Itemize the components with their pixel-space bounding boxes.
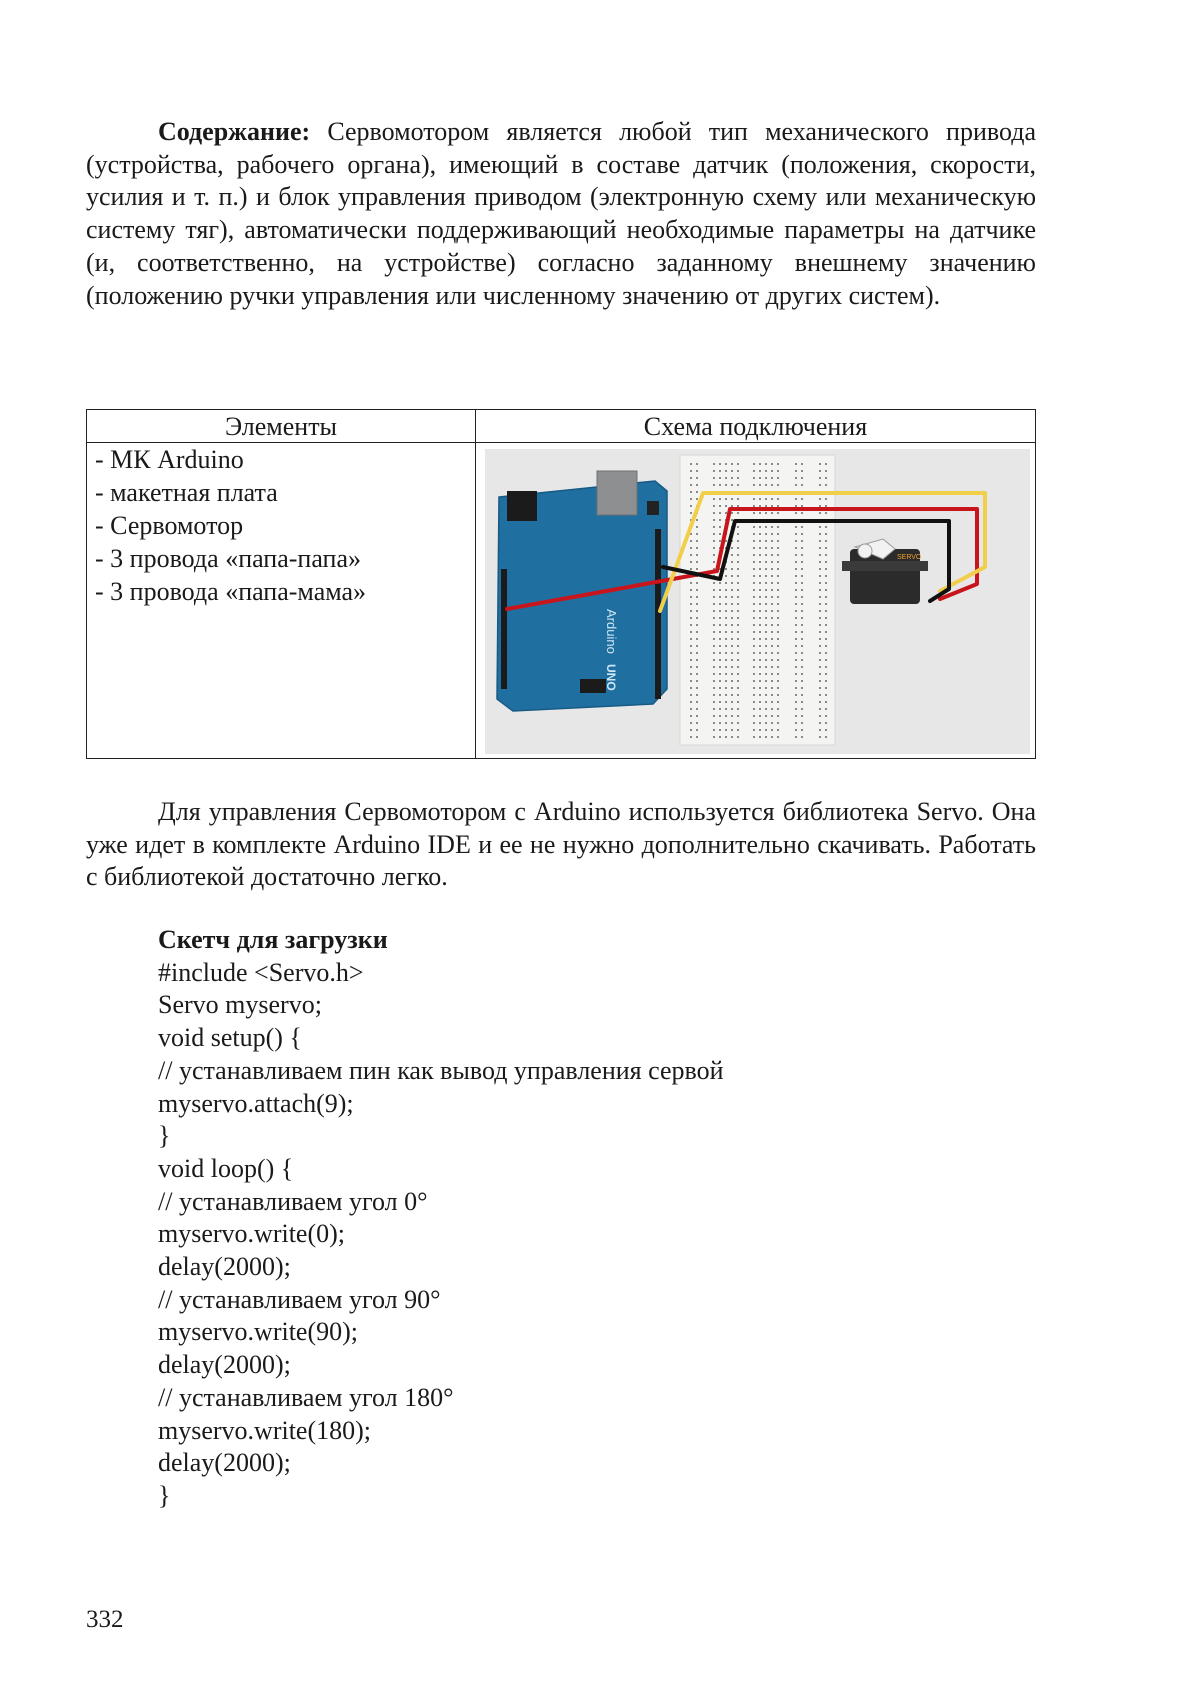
code-line: myservo.write(0); bbox=[158, 1219, 346, 1249]
servo-library-text: Для управления Сервомотором с Arduino используется библиотека Servo. Она уже идет в комплекте Arduino IDE и ее не нужно дополнительно скачивать. Работать с библиотекой достаточно легко. bbox=[86, 797, 1036, 892]
breadboard bbox=[680, 455, 835, 745]
servo-library-paragraph bbox=[86, 796, 1036, 894]
code-line: // устанавливаем угол 0° bbox=[158, 1186, 428, 1216]
icsp-header bbox=[580, 679, 606, 693]
header-pins-left bbox=[501, 569, 507, 689]
code-line: // устанавливаем угол 180° bbox=[158, 1382, 454, 1412]
list-item: - МК Arduino bbox=[95, 445, 244, 474]
code-line: } bbox=[158, 1121, 171, 1151]
intro-paragraph bbox=[86, 116, 1036, 312]
code-line: void loop() { bbox=[158, 1153, 294, 1183]
intro-text: Сервомотором является любой тип механического привода (устройства, рабочего органа), имеющий в составе датчик (положения, скорости, усилия и т. п.) и блок управления приводом (электронную схему или механическую систему тяг), автоматически поддерживающий необходимые параметры на датчике (и, соответственно, на устройстве) согласно заданному внешнему значению (положению ручки управления или численному значению от других систем). bbox=[86, 117, 1036, 310]
code-line: myservo.attach(9); bbox=[158, 1088, 354, 1118]
list-item: - 3 провода «папа-мама» bbox=[95, 577, 367, 606]
table-header-schema: Схема подключения bbox=[643, 412, 868, 441]
code-line: myservo.write(180); bbox=[158, 1415, 372, 1445]
code-line: Servo myservo; bbox=[158, 990, 322, 1020]
code-line: myservo.write(90); bbox=[158, 1317, 359, 1347]
usb-port bbox=[597, 471, 637, 515]
board-model-text: UNO bbox=[604, 664, 618, 691]
code-line: delay(2000); bbox=[158, 1350, 291, 1380]
components-table bbox=[86, 409, 1036, 759]
code-line: } bbox=[158, 1480, 171, 1510]
wiring-diagram bbox=[485, 449, 1030, 754]
board-brand-text: Arduino bbox=[604, 609, 619, 654]
code-line: void setup() { bbox=[158, 1023, 302, 1053]
reset-button bbox=[647, 501, 659, 515]
code-line: delay(2000); bbox=[158, 1252, 291, 1282]
sketch-code-block bbox=[158, 924, 724, 1513]
servo-label: SERVO bbox=[897, 554, 922, 561]
list-item: - Сервомотор bbox=[95, 511, 244, 540]
code-line: // устанавливаем угол 90° bbox=[158, 1284, 441, 1314]
list-item: - макетная плата bbox=[95, 478, 278, 507]
header-pins-right bbox=[655, 529, 661, 699]
power-jack bbox=[507, 491, 537, 521]
table-column-divider bbox=[475, 410, 476, 758]
page-number: 332 bbox=[86, 1606, 124, 1633]
code-line: delay(2000); bbox=[158, 1448, 291, 1478]
intro-label: Содержание: bbox=[158, 117, 311, 146]
code-line: // устанавливаем пин как вывод управления сервой bbox=[158, 1055, 724, 1085]
arduino-board bbox=[497, 471, 667, 711]
elements-list bbox=[95, 443, 366, 608]
code-line: #include <Servo.h> bbox=[158, 957, 364, 987]
sketch-title: Скетч для загрузки bbox=[158, 925, 388, 954]
table-header-elements: Элементы bbox=[224, 412, 338, 441]
list-item: - 3 провода «папа-папа» bbox=[95, 544, 361, 573]
